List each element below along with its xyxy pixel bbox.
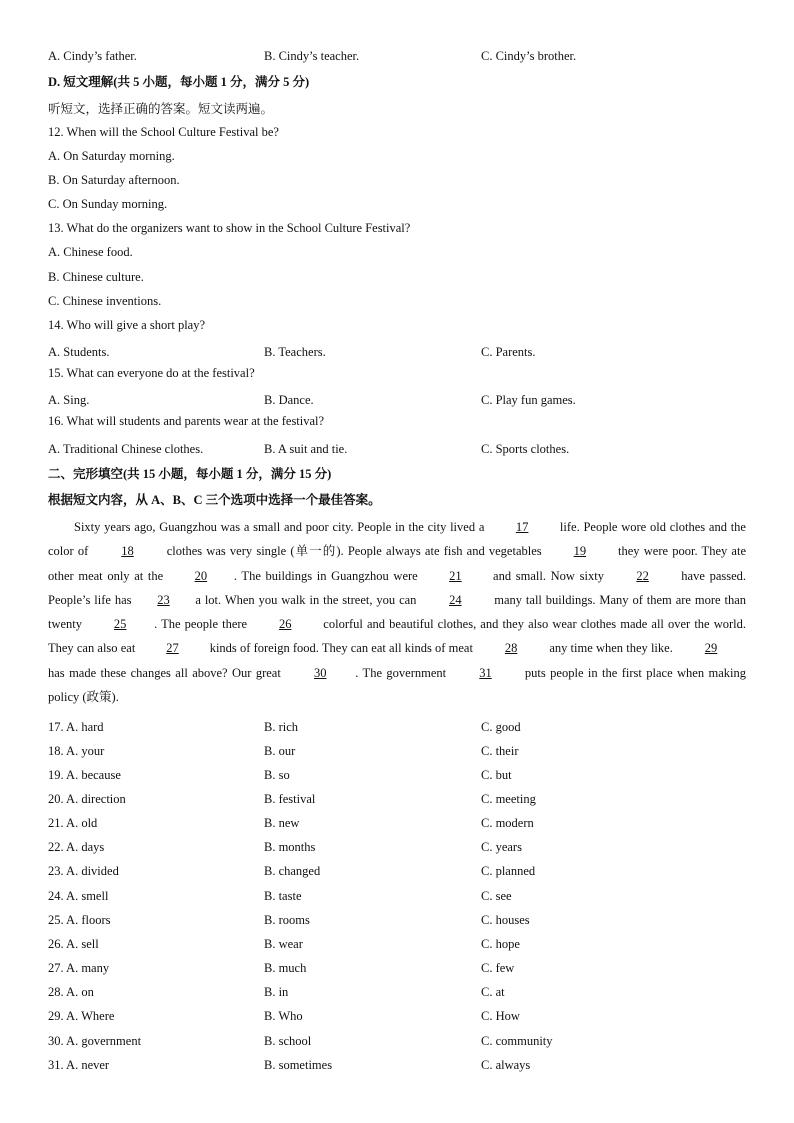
choice-b: B. rich [264,720,299,734]
choice-a: 28. A. on [48,985,94,999]
choice-c: C. planned [481,864,536,878]
q12-option-a: A. On Saturday morning. [48,149,175,163]
choice-b: B. much [264,961,307,975]
q15-option-c: C. Play fun games. [481,393,576,407]
passage-text: . The government [355,665,451,680]
blank-17: 17 [515,520,529,534]
choice-c: C. meeting [481,792,536,806]
blank-23: 23 [157,592,170,607]
choice-row-23 [0,861,794,881]
passage-text: . The buildings in Guangzhou were [233,568,423,583]
passage-text: any time when they like. [546,641,677,656]
option-a: A. Cindy’s father. [48,49,137,63]
option-b: B. Cindy’s teacher. [264,49,360,63]
choice-c: C. houses [481,913,530,927]
choice-a: 23. A. divided [48,864,119,878]
choice-row-26 [0,934,794,954]
choice-a: 31. A. never [48,1058,110,1072]
blank-29: 29 [704,641,718,656]
choice-row-25 [0,910,794,930]
q14-options-row [0,342,794,362]
passage-text: and small. Now sixty [488,568,609,583]
choice-row-24 [0,886,794,906]
passage-text: life. People wore old clothes and the color of [48,520,746,559]
choice-c: C. modern [481,816,534,830]
blank-18: 18 [121,544,134,559]
question-13: 13. What do the organizers want to show in the School Culture Festival? [48,221,411,235]
choice-b: B. sometimes [264,1058,333,1072]
blank-26: 26 [278,617,292,632]
passage-text: they were poor. They ate other meat only at the [48,544,747,583]
q16-option-a: A. Traditional Chinese clothes. [48,442,204,456]
choice-row-28 [0,982,794,1002]
choice-a: 27. A. many [48,961,110,975]
choice-a: 20. A. direction [48,792,126,806]
choice-b: B. taste [264,889,302,903]
choice-a: 18. A. your [48,744,105,758]
q16-option-b: B. A suit and tie. [264,442,348,456]
choice-a: 22. A. days [48,840,105,854]
choice-row-18 [0,741,794,761]
choice-c: C. see [481,889,512,903]
q15-option-a: A. Sing. [48,393,90,407]
choice-a: 29. A. Where [48,1009,115,1023]
section-d-heading: D. 短文理解(共 5 小题，每小题 1 分，满分 5 分) [48,75,310,89]
choice-row-22 [0,837,794,857]
choice-b: B. Who [264,1009,303,1023]
choice-c: C. How [481,1009,520,1023]
q12-option-b: B. On Saturday afternoon. [48,173,180,187]
choice-a: 17. A. hard [48,720,104,734]
section-2-heading: 二、完形填空(共 15 小题，每小题 1 分，满分 15 分) [48,467,332,481]
question-16: 16. What will students and parents wear at the festival? [48,414,325,428]
q13-option-a: A. Chinese food. [48,245,133,259]
cloze-passage [48,515,746,709]
q14-option-c: C. Parents. [481,345,536,359]
q13-option-c: C. Chinese inventions. [48,294,162,308]
choice-c: C. but [481,768,512,782]
blank-22: 22 [636,568,649,583]
choice-b: B. school [264,1034,312,1048]
choice-b: B. months [264,840,316,854]
q13-option-b: B. Chinese culture. [48,270,144,284]
choice-a: 21. A. old [48,816,98,830]
q12-option-c: C. On Sunday morning. [48,197,168,211]
blank-21: 21 [449,568,462,583]
option-c: C. Cindy’s brother. [481,49,577,63]
choice-b: B. so [264,768,290,782]
choice-row-27 [0,958,794,978]
choice-b: B. festival [264,792,316,806]
section-d-instruction: 听短文，选择正确的答案。短文读两遍。 [48,102,274,116]
choice-b: B. changed [264,864,321,878]
passage-text: kinds of foreign food. They can eat all kinds of meat [206,641,477,656]
choice-c: C. few [481,961,515,975]
choice-b: B. rooms [264,913,310,927]
q14-option-b: B. Teachers. [264,345,326,359]
q16-option-c: C. Sports clothes. [481,442,570,456]
blank-28: 28 [504,641,518,656]
passage-text: has made these changes all above? Our great [48,665,286,680]
q16-options-row [0,439,794,459]
section-2-instruction: 根据短文内容，从 A、B、C 三个选项中选择一个最佳答案。 [48,493,381,507]
choice-c: C. years [481,840,522,854]
choice-row-31 [0,1055,794,1075]
choice-a: 19. A. because [48,768,121,782]
q14-option-a: A. Students. [48,345,110,359]
q15-options-row [0,390,794,410]
q11-options-row [0,46,794,66]
blank-30: 30 [314,665,327,680]
passage-text: clothes was very single (单一的). People always ate fish and vegetables [162,544,546,559]
q15-option-b: B. Dance. [264,393,314,407]
blank-27: 27 [166,641,179,656]
choice-c: C. their [481,744,519,758]
blank-19: 19 [573,544,587,559]
choice-row-29 [0,1006,794,1026]
passage-text: a lot. When you walk in the street, you can [191,592,421,607]
choice-a: 26. A. sell [48,937,99,951]
choice-row-21 [0,813,794,833]
question-14: 14. Who will give a short play? [48,318,206,332]
question-12: 12. When will the School Culture Festival be? [48,125,279,139]
passage-text: colorful and beautiful clothes, and they also wear clothes made all over the world. They can also eat [48,617,746,656]
choice-row-20 [0,789,794,809]
choice-row-30 [0,1031,794,1051]
question-15: 15. What can everyone do at the festival? [48,366,255,380]
passage-text: puts people in the first place when making policy (政策). [48,665,746,705]
choice-c: C. always [481,1058,531,1072]
choice-b: B. our [264,744,296,758]
blank-20: 20 [194,568,208,583]
choice-c: C. good [481,720,521,734]
choice-c: C. at [481,985,505,999]
blank-24: 24 [449,592,462,607]
passage-text: have passed. People’s life has [48,568,747,607]
choice-a: 25. A. floors [48,913,111,927]
choice-row-17 [0,717,794,737]
choice-a: 24. A. smell [48,889,109,903]
choice-b: B. wear [264,937,303,951]
passage-text: . The people there [154,617,252,632]
passage-text: many tall buildings. Many of them are more than twenty [48,592,746,632]
choice-b: B. in [264,985,289,999]
choice-b: B. new [264,816,300,830]
choice-row-19 [0,765,794,785]
choice-a: 30. A. government [48,1034,142,1048]
passage-text: Sixty years ago, Guangzhou was a small and poor city. People in the city lived a [74,520,489,534]
blank-31: 31 [479,665,492,680]
choice-c: C. hope [481,937,520,951]
choice-c: C. community [481,1034,553,1048]
blank-25: 25 [113,617,127,632]
